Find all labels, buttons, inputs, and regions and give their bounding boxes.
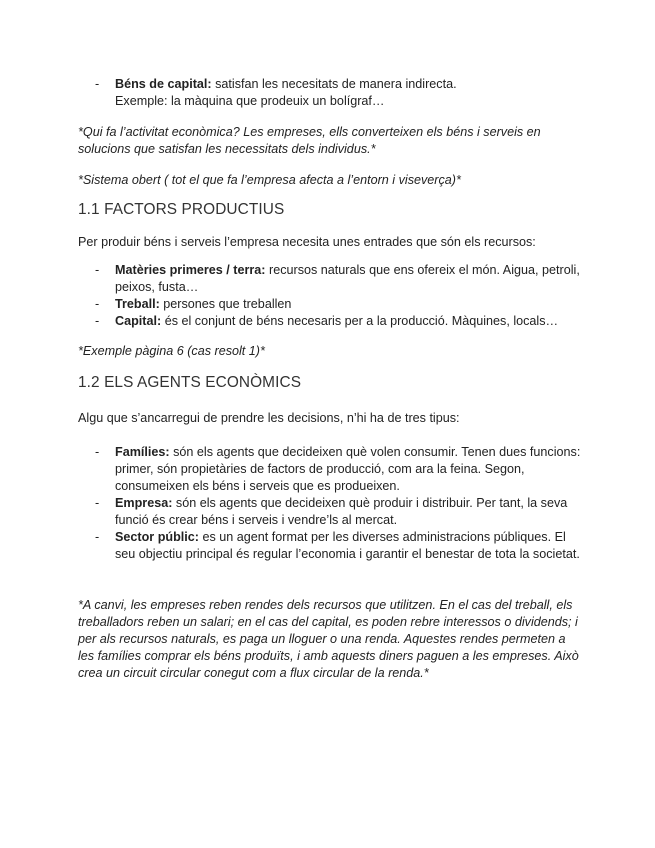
item-term: Sector públic: [115, 530, 199, 544]
item-term: Matèries primeres / terra: [115, 263, 266, 277]
note-economic-activity: *Qui fa l’activitat econòmica? Les empreses, ells converteixen els béns i serveis en solucions que satisfan les necessitats dels individus.* [78, 125, 541, 156]
capital-goods-term: Béns de capital: [115, 77, 212, 91]
item-term: Treball: [115, 297, 160, 311]
list-item [95, 529, 585, 563]
bullet-dash: - [95, 445, 100, 459]
list-item [95, 444, 585, 495]
bullet-dash: - [95, 314, 100, 328]
list-item [95, 262, 585, 296]
bullet-dash: - [95, 297, 100, 311]
productive-factors-list [95, 262, 585, 330]
bullet-dash: - [95, 496, 100, 510]
economic-agents-intro: Algu que s’ancarregui de prendre les decisions, n’hi ha de tres tipus: [78, 411, 460, 425]
capital-goods-text: satisfan les necesitats de manera indirecta. [215, 77, 457, 91]
capital-goods-example: Exemple: la màquina que prodeuix un bolígraf… [115, 94, 385, 108]
bullet-dash: - [95, 530, 100, 544]
list-item [95, 495, 585, 529]
item-term: Capital: [115, 314, 162, 328]
item-text: són els agents que decideixen què volen consumir. Tenen dues funcions: primer, són propietàries de factors de producció, com ara la feina. Segon, consumeixen els béns i serveis que es produeixen. [115, 445, 581, 493]
item-text: recursos naturals que ens ofereix el món. Aigua, petroli, peixos, fusta… [115, 263, 580, 294]
section-heading-economic-agents: 1.2 ELS AGENTS ECONÒMICS [78, 374, 302, 391]
list-item [95, 313, 585, 330]
item-text: es un agent format per les diverses administracions públiques. El seu objectiu principal és regular l’economia i garantir el benestar de tota la societat. [115, 530, 580, 561]
note-circular-flow: *A canvi, les empreses reben rendes dels recursos que utilitzen. En el cas del treball, els treballadors reben un salari; en el cas del capital, es poden rebre interessos o dividends; i per als recursos naturals, es paga un lloguer o una renda. Aquestes rendes permeten a les famílies comprar els béns produïts, i amb aquests diners paguen a les empreses. Això crea un circuit circular conegut com a flux circular de la renda.* [78, 598, 579, 680]
list-item [95, 296, 585, 313]
item-text: persones que treballen [163, 297, 292, 311]
note-open-system: *Sistema obert ( tot el que fa l’empresa afecta a l’entorn i viseverça)* [78, 173, 461, 187]
item-term: Famílies: [115, 445, 170, 459]
productive-factors-intro: Per produir béns i serveis l’empresa necesita unes entrades que són els recursos: [78, 235, 536, 249]
item-text: és el conjunt de béns necesaris per a la producció. Màquines, locals… [164, 314, 559, 328]
list-item [95, 76, 585, 110]
section-heading-productive-factors: 1.1 FACTORS PRODUCTIUS [78, 201, 285, 218]
economic-agents-list [95, 444, 585, 563]
capital-goods-list [95, 76, 585, 110]
item-term: Empresa: [115, 496, 173, 510]
item-text: són els agents que decideixen què produir i distribuir. Per tant, la seva funció és crear béns i serveis i vendre’ls al mercat. [115, 496, 568, 527]
bullet-dash: - [95, 263, 100, 277]
note-example-page: *Exemple pàgina 6 (cas resolt 1)* [78, 344, 265, 358]
bullet-dash: - [95, 77, 100, 91]
